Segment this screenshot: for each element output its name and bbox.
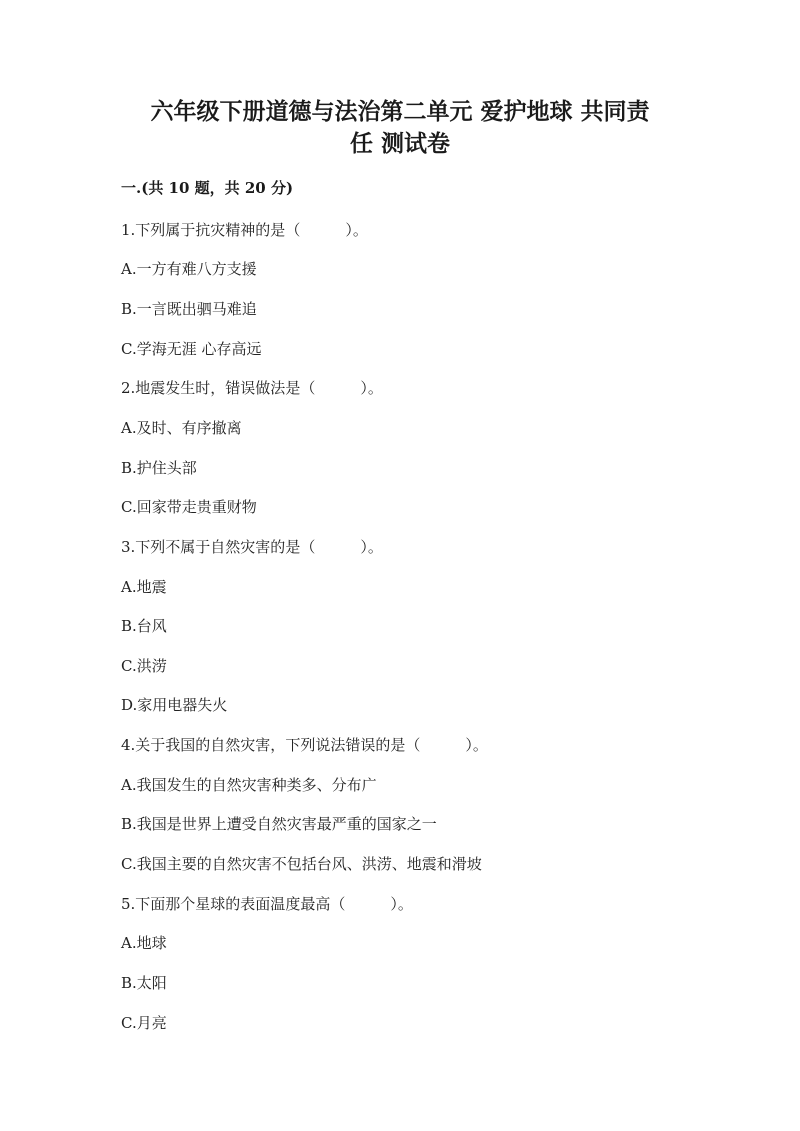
question-2-stem: 2.地震发生时，错误做法是（ ）。 [121, 379, 383, 397]
question-1-option-c: C.学海无涯 心存高远 [121, 340, 262, 358]
question-2-option-a: A.及时、有序撤离 [121, 419, 242, 437]
question-3-stem: 3.下列不属于自然灾害的是（ ）。 [121, 538, 383, 556]
question-5-option-b: B.太阳 [121, 974, 167, 992]
question-4-option-b: B.我国是世界上遭受自然灾害最严重的国家之一 [121, 815, 437, 833]
question-3-option-b: B.台风 [121, 617, 167, 635]
question-4-option-c: C.我国主要的自然灾害不包括台风、洪涝、地震和滑坡 [121, 855, 482, 873]
question-5-option-a: A.地球 [121, 934, 167, 952]
question-3-option-c: C.洪涝 [121, 657, 167, 675]
question-5-option-c: C.月亮 [121, 1014, 167, 1032]
question-3-option-a: A.地震 [121, 578, 167, 596]
question-2-option-b: B.护住头部 [121, 459, 197, 477]
question-4-stem: 4.关于我国的自然灾害，下列说法错误的是（ ）。 [121, 736, 488, 754]
exam-title-line-2: 任 测试卷 [349, 130, 450, 157]
question-2-option-c: C.回家带走贵重财物 [121, 498, 257, 516]
section-heading: 一.(共 10 题，共 20 分) [121, 179, 294, 197]
question-3-option-d: D.家用电器失火 [121, 696, 228, 714]
question-1-stem: 1.下列属于抗灾精神的是（ ）。 [121, 221, 368, 239]
question-5-stem: 5.下面那个星球的表面温度最高（ ）。 [121, 895, 413, 913]
exam-title-line-1: 六年级下册道德与法治第二单元 爱护地球 共同责 [150, 98, 650, 125]
question-1-option-a: A.一方有难八方支援 [121, 260, 257, 278]
question-4-option-a: A.我国发生的自然灾害种类多、分布广 [121, 776, 377, 794]
question-1-option-b: B.一言既出驷马难追 [121, 300, 257, 318]
